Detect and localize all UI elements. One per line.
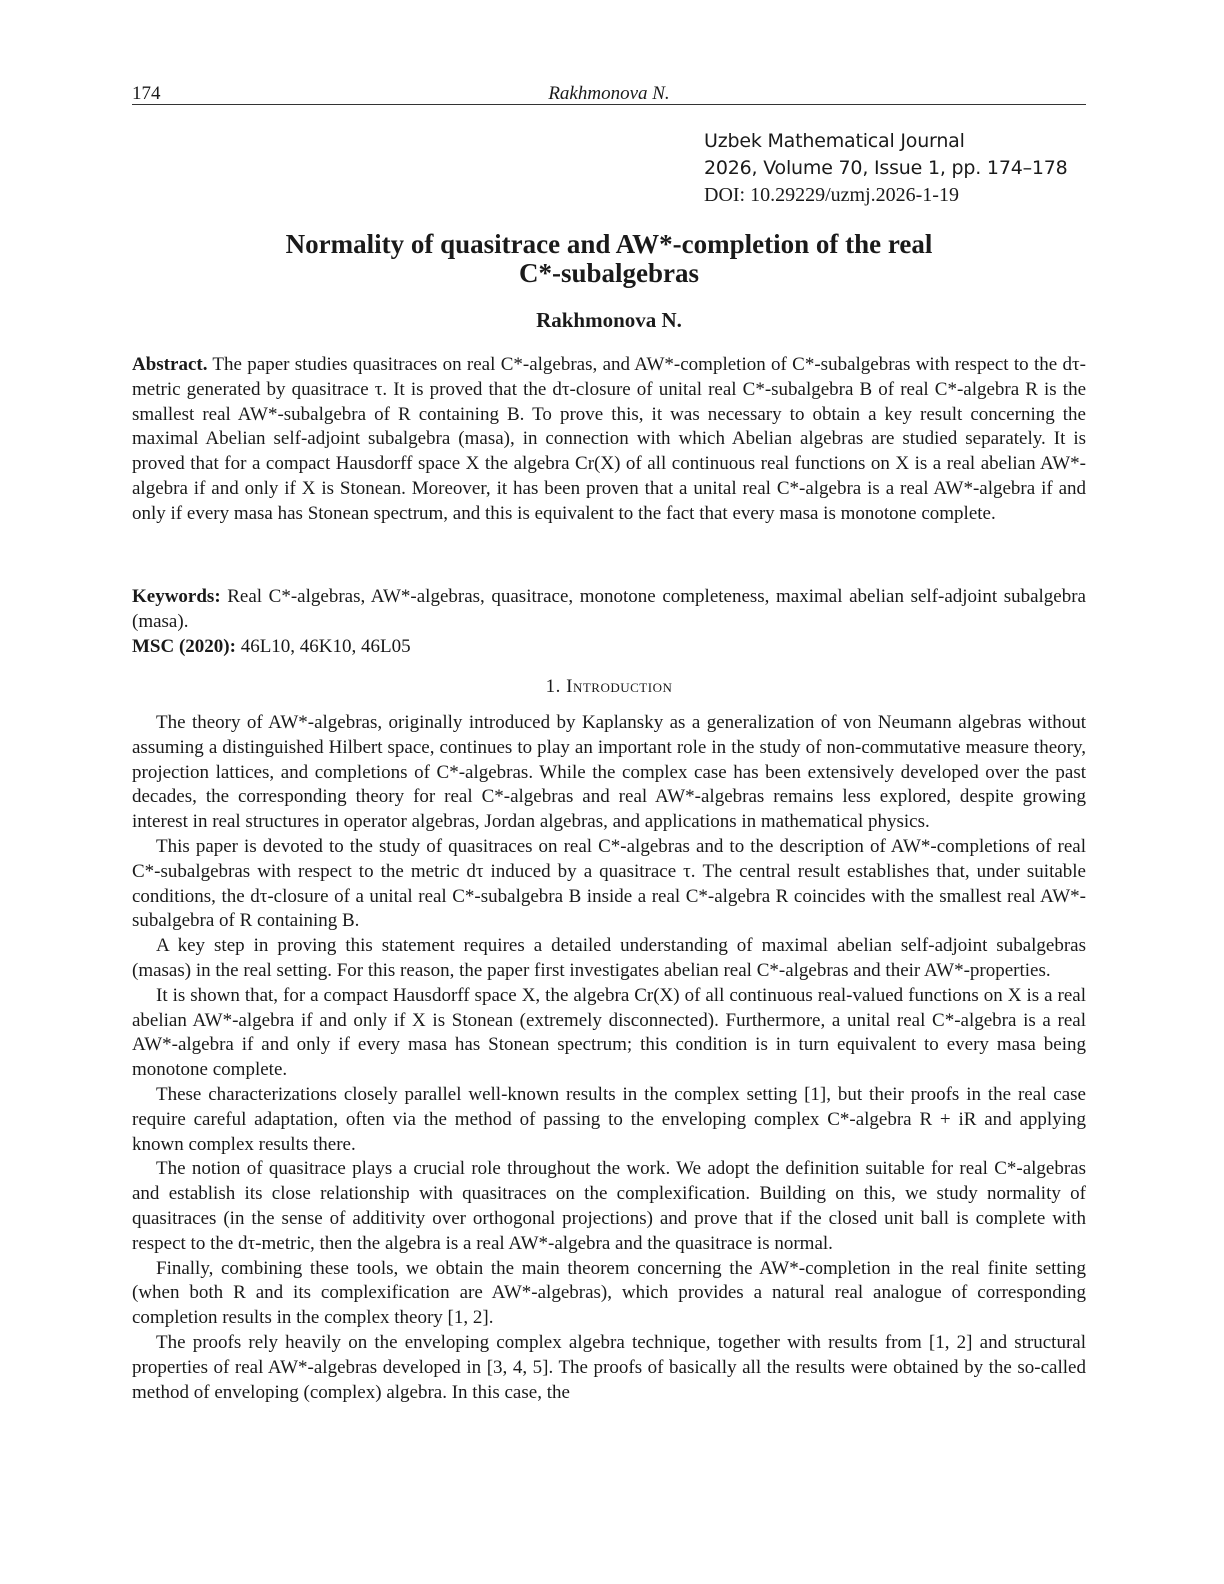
section-heading-introduction xyxy=(132,676,1086,698)
title-line-2: C*-subalgebras xyxy=(518,258,700,288)
section-number: 1. xyxy=(545,676,561,697)
journal-issue: 2026, Volume 70, Issue 1, pp. 174–178 xyxy=(704,157,1068,179)
keywords-label: Keywords: xyxy=(132,586,221,607)
title-line-1: Normality of quasitrace and AW*-completion of the real xyxy=(285,229,933,259)
paper-author: Rakhmonova N. xyxy=(536,308,682,332)
journal-doi[interactable]: DOI: 10.29229/uzmj.2026-1-19 xyxy=(704,184,959,206)
paper-title xyxy=(132,230,1086,288)
abstract-text: The paper studies quasitraces on real C*-algebras, and AW*-completion of C*-subalgebras with respect to the dτ-metric generated by quasitrace τ. It is proved that the dτ-closure of unital real C*-subalgebra B of real C*-algebra R is the smallest real AW*-subalgebra of R containing B. To prove this, it was necessary to obtain a key result concerning the maximal Abelian self-adjoint subalgebra (masa), in connection with which Abelian algebras are studied separately. It is proved that for a compact Hausdorff space X the algebra Cr(X) of all continuous real functions on X is a real abelian AW*-algebra if and only if X is Stonean. Moreover, it has been proven that a unital real C*-algebra is a real AW*-algebra if and only if every masa has Stonean spectrum, and this is equivalent to the fact that every masa is monotone complete. xyxy=(132,354,1086,524)
journal-name: Uzbek Mathematical Journal xyxy=(704,130,965,152)
abstract-label: Abstract. xyxy=(132,354,208,375)
paragraph: A key step in proving this statement requires a detailed understanding of maximal abelian self-adjoint subalgebras (masas) in the real setting. For this reason, the paper first investigates abelian real C*-algebras and their AW*-properties. xyxy=(132,935,1086,981)
keywords-text: Real C*-algebras, AW*-algebras, quasitrace, monotone completeness, maximal abelian self-adjoint subalgebra (masa). xyxy=(132,586,1086,632)
journal-info xyxy=(704,128,1068,209)
msc-text: 46L10, 46K10, 46L05 xyxy=(235,635,411,657)
running-header xyxy=(132,84,1086,105)
paragraph: It is shown that, for a compact Hausdorff space X, the algebra Cr(X) of all continuous real-valued functions on X is a real abelian AW*-algebra if and only if X is Stonean (extremely disconnected). Furthermore, a unital real C*-algebra is a real AW*-algebra if and only if every masa has Stonean spectrum; this condition is in turn equivalent to every masa being monotone complete. xyxy=(132,984,1086,1081)
paragraph: This paper is devoted to the study of quasitraces on real C*-algebras and to the description of AW*-completions of real C*-subalgebras with respect to the metric dτ induced by a quasitrace τ. The central result establishes that, under suitable conditions, the dτ-closure of a unital real C*-subalgebra B inside a real C*-algebra R coincides with the smallest real AW*-subalgebra of R containing B. xyxy=(132,835,1086,932)
keywords-block xyxy=(132,585,1086,659)
msc-label: MSC (2020): xyxy=(132,635,236,657)
running-author: Rakhmonova N. xyxy=(548,83,670,104)
page-number: 174 xyxy=(132,83,161,104)
paragraph: The proofs rely heavily on the enveloping complex algebra technique, together with results from [1, 2] and structural properties of real AW*-algebras developed in [3, 4, 5]. The proofs of basically all the results were obtained by the so-called method of enveloping (complex) algebra. In this case, the xyxy=(132,1331,1086,1403)
paragraph: Finally, combining these tools, we obtain the main theorem concerning the AW*-completion in the real finite setting (when both R and its complexification are AW*-algebras), which provides a natural real analogue of corresponding completion results in the complex theory [1, 2]. xyxy=(132,1257,1086,1329)
abstract xyxy=(132,353,1086,527)
paragraph: The theory of AW*-algebras, originally introduced by Kaplansky as a generalization of von Neumann algebras without assuming a distinguished Hilbert space, continues to play an important role in the study of non-commutative measure theory, projection lattices, and completions of C*-algebras. While the complex case has been extensively developed over the past decades, the corresponding theory for real C*-algebras and real AW*-algebras remains less explored, despite growing interest in real structures in operator algebras, Jordan algebras, and applications in mathematical physics. xyxy=(132,712,1086,833)
introduction-body xyxy=(132,711,1086,1405)
paragraph: The notion of quasitrace plays a crucial role throughout the work. We adopt the definition suitable for real C*-algebras and establish its close relationship with quasitraces on the complexification. Building on this, we study normality of quasitraces (in the sense of additivity over orthogonal projections) and prove that if the closed unit ball is complete with respect to the dτ-metric, then the algebra is a real AW*-algebra and the quasitrace is normal. xyxy=(132,1158,1086,1254)
paragraph: These characterizations closely parallel well-known results in the complex setting [1], but their proofs in the real case require careful adaptation, often via the method of passing to the enveloping complex C*-algebra R + iR and applying known complex results there. xyxy=(132,1083,1086,1155)
section-title: Introduction xyxy=(566,676,673,697)
